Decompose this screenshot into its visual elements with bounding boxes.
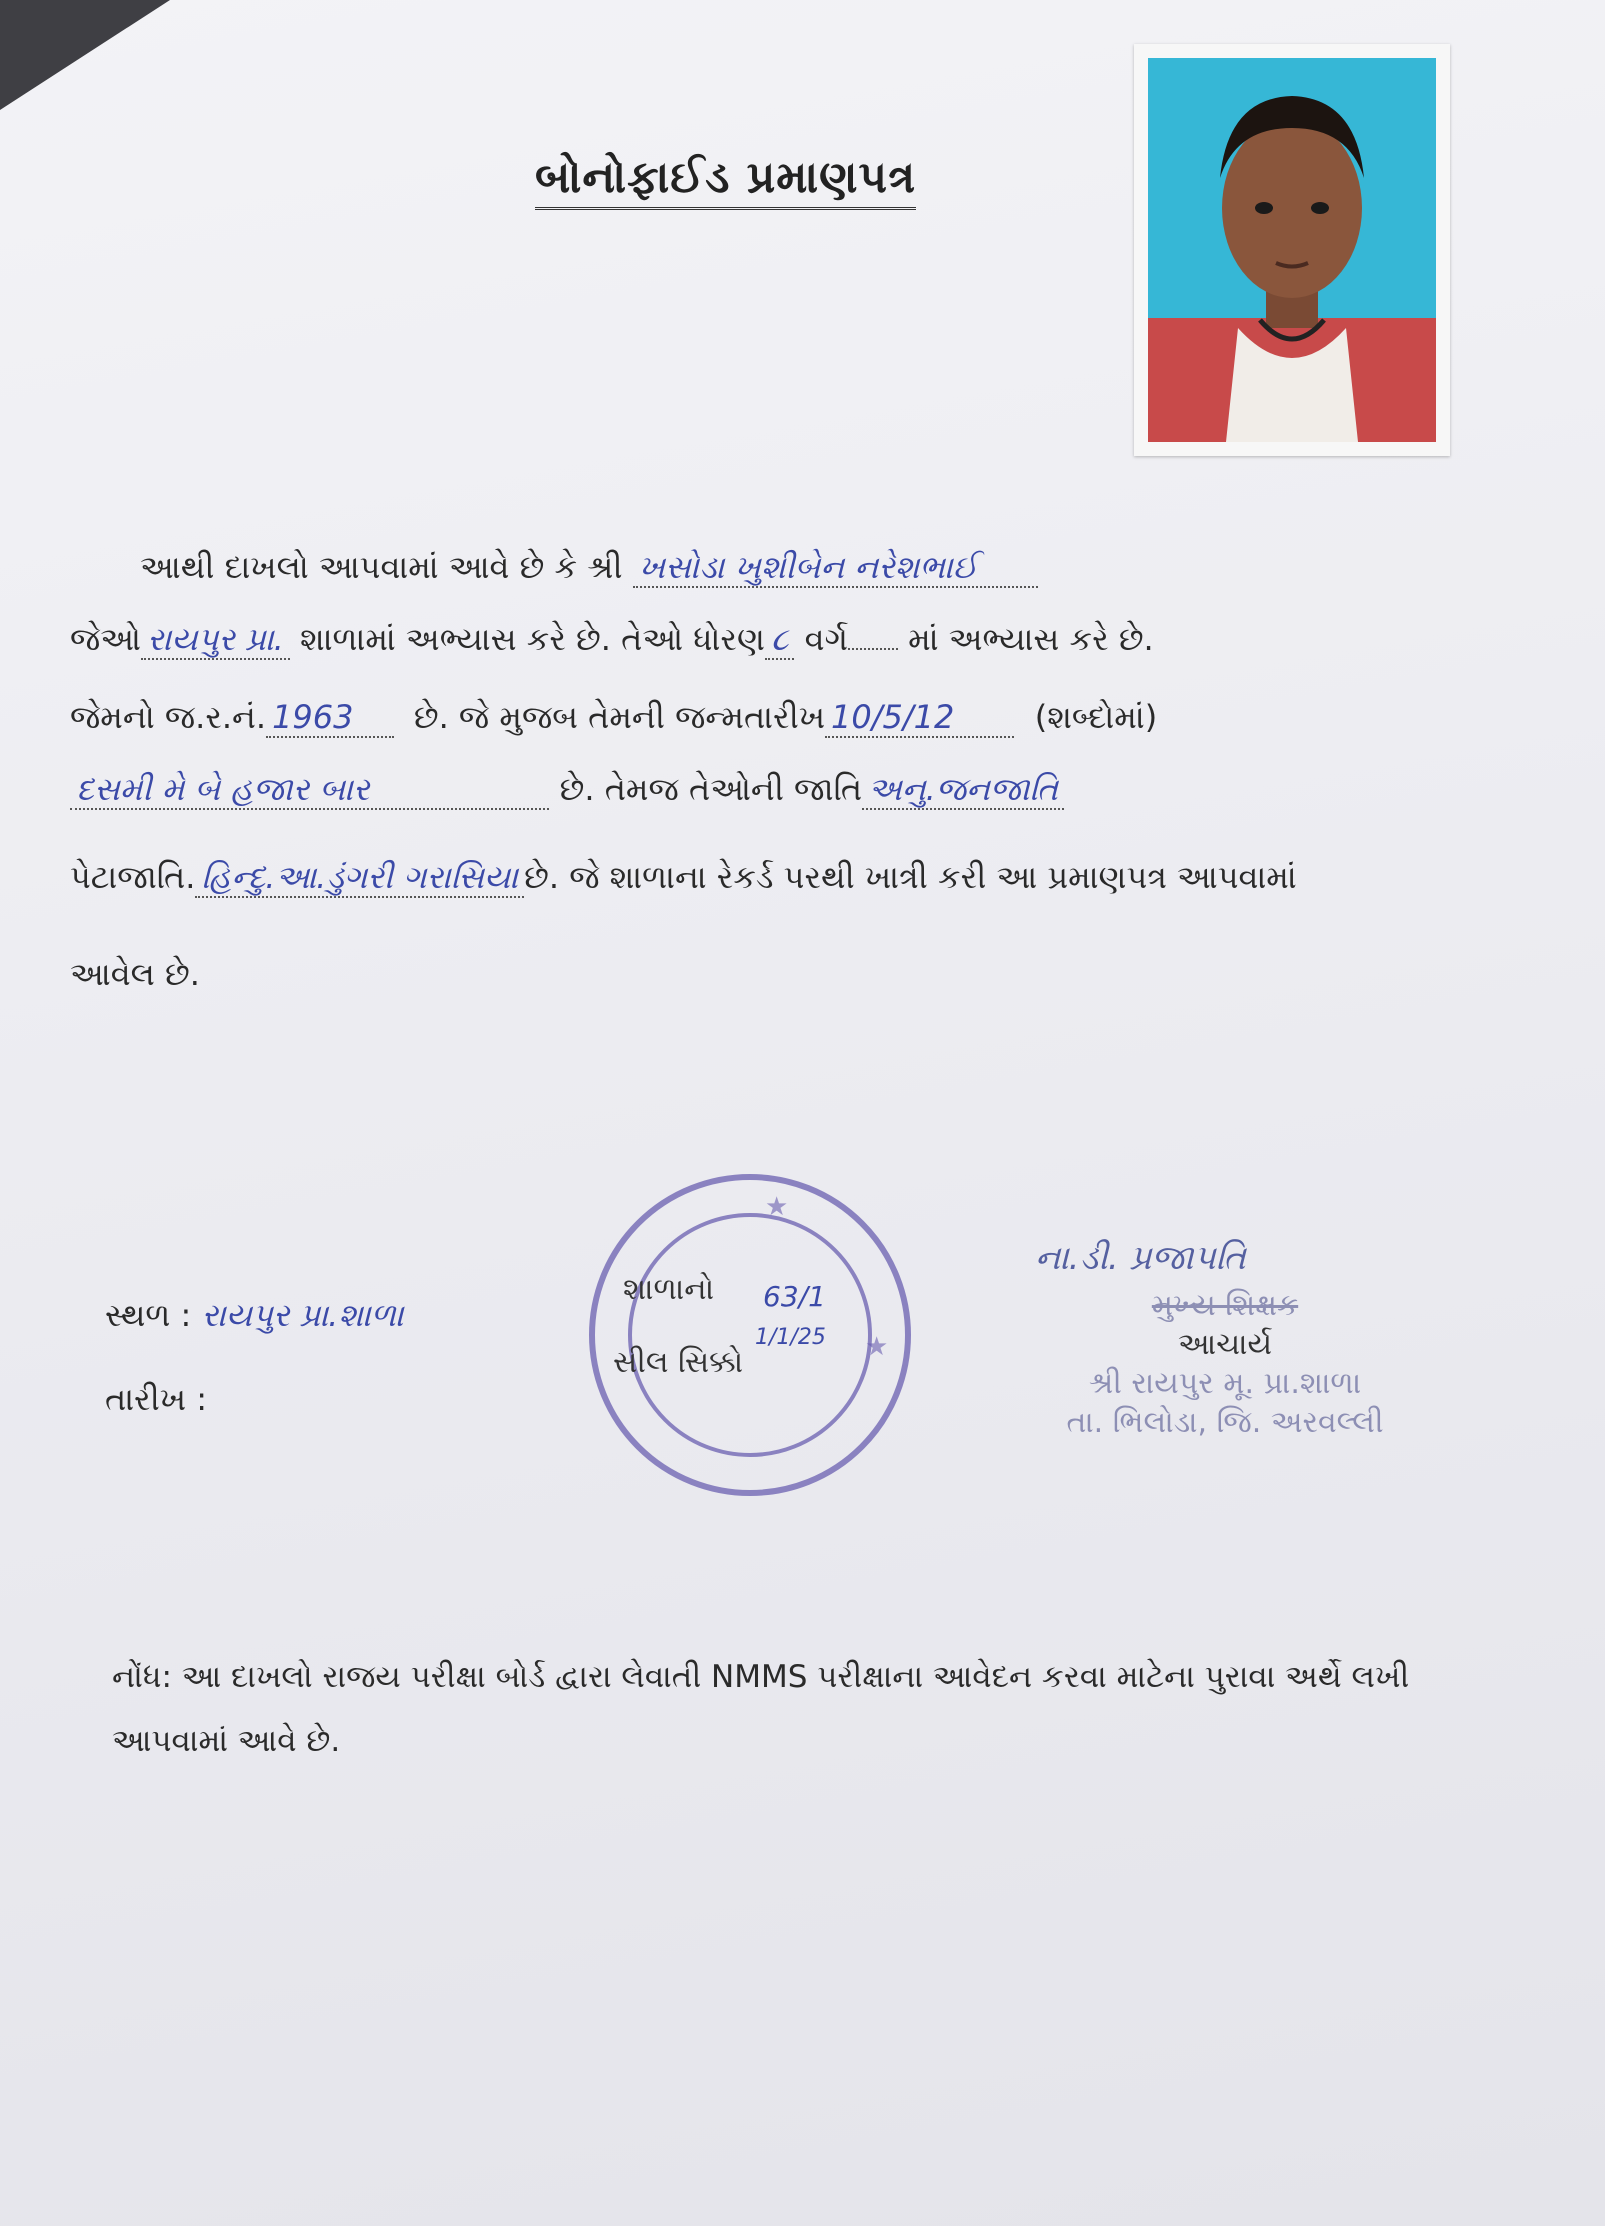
school-seal	[585, 1170, 915, 1504]
sub-caste: હિન્દુ.આ.ડુંગરી ગરાસિયા	[195, 858, 524, 898]
line2-mid2: વર્ગ	[804, 620, 848, 658]
caste: અનુ.જનજાતિ	[862, 770, 1064, 810]
body-line-1	[140, 548, 1038, 587]
body-line-2	[70, 620, 1154, 659]
body-line-5	[70, 858, 1297, 897]
student-photo-image	[1148, 58, 1436, 442]
line5-prefix: પેટાજાતિ.	[70, 858, 196, 896]
standard: ૮	[765, 620, 795, 660]
svg-text:★: ★	[865, 1332, 889, 1362]
background-corner	[0, 0, 170, 110]
line3-prefix: જેમનો જ.ર.નં.	[70, 698, 267, 736]
signature-school: શ્રી રાયપુર મૂ. પ્રા.શાળા	[1088, 1366, 1362, 1401]
date-label: તારીખ :	[105, 1380, 208, 1418]
place-value: રાયપુર પ્રા.શાળા	[201, 1296, 404, 1334]
line2-prefix: જેઓ	[70, 620, 141, 658]
handwritten-signature: ના.ડી. પ્રજાપતિ	[1035, 1238, 1246, 1278]
body-line-6: આવેલ છે.	[70, 955, 200, 993]
signature-address: તા. ભિલોડા, જિ. અરવલ્લી	[1066, 1405, 1384, 1440]
date-row	[105, 1380, 207, 1419]
register-number: 1963	[266, 698, 393, 738]
birth-date: 10/5/12	[825, 698, 1014, 738]
svg-text:★: ★	[765, 1192, 789, 1222]
seal-number: 63/1	[763, 1280, 826, 1313]
line4-mid: છે. તેમજ તેઓની જાતિ	[559, 770, 863, 808]
school-name: રાયપુર પ્રા.	[141, 620, 290, 660]
line3-suffix: (શબ્દોમાં)	[1034, 698, 1158, 736]
principal-signature-block	[1035, 1238, 1415, 1440]
student-name: ખસોડા ખુશીબેન નરેશભાઈ	[633, 548, 1038, 588]
certificate-title: બોનોફાઈડ પ્રમાણપત્ર	[535, 152, 916, 210]
seal-line-2: સીલ સિક્કો	[613, 1345, 744, 1380]
school-seal-icon	[585, 1170, 915, 1500]
note-text: નોંધ: આ દાખલો રાજય પરીક્ષા બોર્ડ દ્વારા લેવાતી NMMS પરીક્ષાના આવેદન કરવા માટેના પુરાવા અર્થે લખી આપવામાં આવે છે.	[112, 1659, 1410, 1759]
place-row	[105, 1296, 404, 1335]
body-line-4	[70, 770, 1064, 809]
seal-date: 1/1/25	[755, 1325, 826, 1350]
seal-line-1: શાળાનો	[623, 1272, 715, 1307]
place-label: સ્થળ :	[105, 1296, 192, 1334]
line2-suffix: માં અભ્યાસ કરે છે.	[908, 620, 1154, 658]
birth-date-words: દસમી મે બે હજાર બાર	[70, 770, 549, 810]
class-blank	[848, 648, 898, 650]
line3-mid: છે. જે મુજબ તેમની જન્મતારીખ	[413, 698, 826, 736]
body-line-3	[70, 698, 1157, 737]
line5-suffix: છે. જે શાળાના રેકર્ડ પરથી ખાત્રી કરી આ પ્રમાણપત્ર આપવામાં	[524, 858, 1297, 896]
signature-role: આચાર્ય	[1177, 1327, 1273, 1362]
signature-role-struck: મુખ્ય શિક્ષક	[1151, 1288, 1299, 1323]
line1-text: આથી દાખલો આપવામાં આવે છે કે શ્રી	[140, 548, 623, 586]
line2-mid: શાળામાં અભ્યાસ કરે છે. તેઓ ધોરણ	[300, 620, 765, 658]
student-photo	[1134, 44, 1450, 456]
